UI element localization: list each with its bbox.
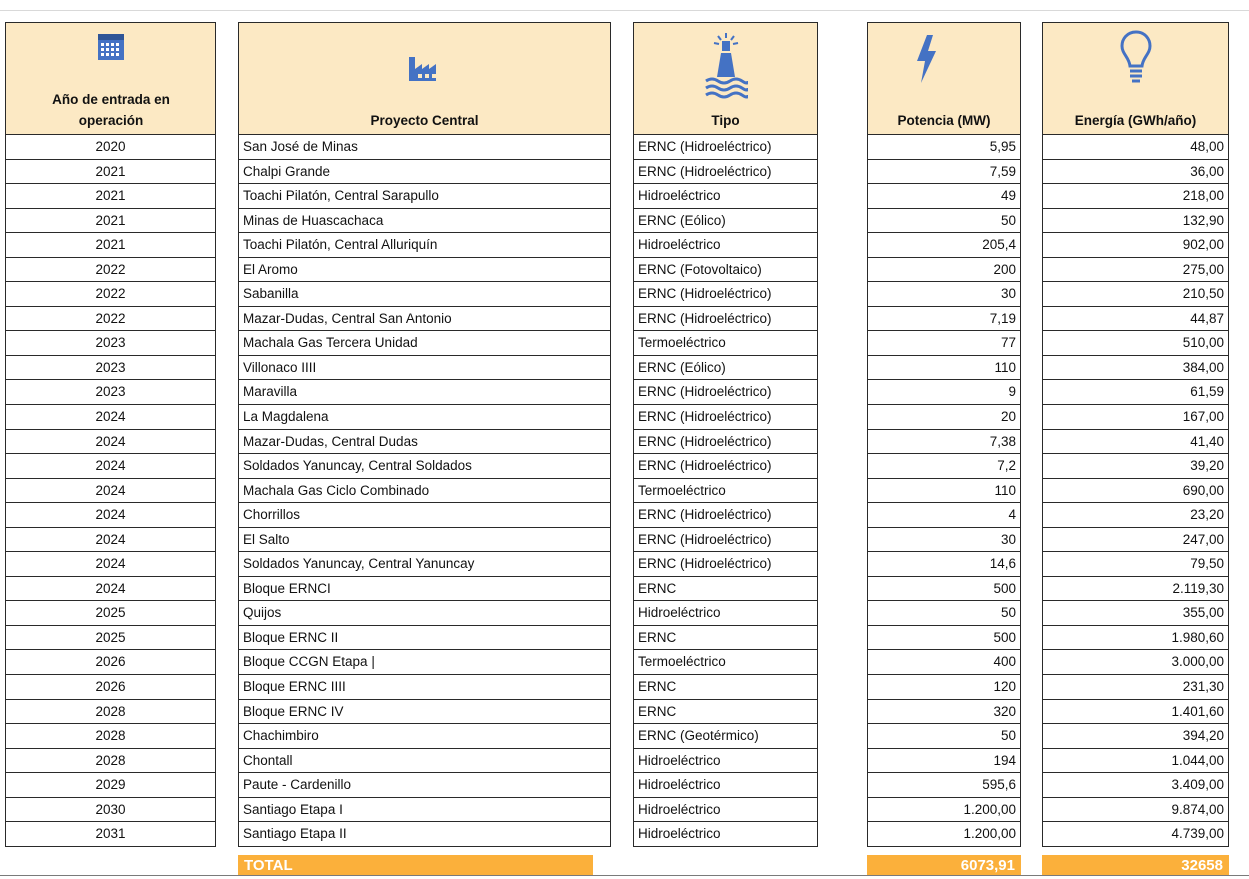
year-header-label: Año de entrada en operación (52, 92, 170, 128)
energia-cell: 210,50 (1043, 281, 1228, 306)
energia-header-label: Energía (GWh/año) (1074, 113, 1197, 128)
year-cell: 2029 (6, 772, 215, 797)
year-cell: 2031 (6, 821, 215, 846)
project-cells (238, 134, 611, 847)
year-cell: 2026 (6, 674, 215, 699)
potencia-cell: 49 (868, 183, 1020, 208)
energia-cell: 231,30 (1043, 674, 1228, 699)
potencia-cell: 50 (868, 208, 1020, 233)
year-cell: 2022 (6, 306, 215, 331)
tipo-cell: ERNC (Hidroeléctrico) (634, 453, 817, 478)
project-cell: Machala Gas Ciclo Combinado (239, 478, 610, 503)
tipo-cell: Termoeléctrico (634, 330, 817, 355)
year-cell: 2024 (6, 429, 215, 454)
year-cell: 2025 (6, 600, 215, 625)
year-column (5, 22, 216, 847)
potencia-cells (867, 134, 1021, 847)
project-cell: Bloque CCGN Etapa | (239, 649, 610, 674)
year-cell: 2026 (6, 649, 215, 674)
tipo-cell: Hidroeléctrico (634, 600, 817, 625)
total-label-bar (238, 855, 593, 876)
potencia-cell: 194 (868, 748, 1020, 773)
tipo-cell: ERNC (Hidroeléctrico) (634, 429, 817, 454)
potencia-cell: 400 (868, 649, 1020, 674)
tipo-column (633, 22, 818, 847)
potencia-cell: 1.200,00 (868, 797, 1020, 822)
project-cell: Villonaco IIII (239, 355, 610, 380)
energia-cell: 275,00 (1043, 257, 1228, 282)
project-cell: Toachi Pilatón, Central Sarapullo (239, 183, 610, 208)
potencia-cell: 120 (868, 674, 1020, 699)
year-cell: 2024 (6, 551, 215, 576)
project-cell: Bloque ERNCI (239, 576, 610, 601)
year-cell: 2030 (6, 797, 215, 822)
energia-cell: 3.409,00 (1043, 772, 1228, 797)
project-cell: Chontall (239, 748, 610, 773)
year-cell: 2020 (6, 134, 215, 159)
total-potencia-bar (867, 855, 1021, 876)
tipo-cell: ERNC (Hidroeléctrico) (634, 551, 817, 576)
year-cell: 2028 (6, 748, 215, 773)
project-header (238, 22, 611, 134)
year-cell: 2024 (6, 502, 215, 527)
sheet-top-rule (0, 0, 1249, 11)
project-cell: Chalpi Grande (239, 159, 610, 184)
potencia-cell: 50 (868, 600, 1020, 625)
potencia-cell: 7,2 (868, 453, 1020, 478)
energia-cell: 394,20 (1043, 723, 1228, 748)
tipo-header (633, 22, 818, 134)
energia-cell: 902,00 (1043, 232, 1228, 257)
tipo-cell: ERNC (634, 674, 817, 699)
tipo-header-label: Tipo (711, 113, 740, 128)
potencia-header (867, 22, 1021, 134)
tipo-cell: ERNC (Eólico) (634, 208, 817, 233)
potencia-cell: 30 (868, 281, 1020, 306)
tipo-cell: ERNC (Geotérmico) (634, 723, 817, 748)
potencia-cell: 50 (868, 723, 1020, 748)
project-cell: Mazar-Dudas, Central San Antonio (239, 306, 610, 331)
tipo-cell: ERNC (634, 625, 817, 650)
lightning-bolt-icon (913, 33, 939, 85)
potencia-cell: 595,6 (868, 772, 1020, 797)
year-cell: 2025 (6, 625, 215, 650)
year-cell: 2024 (6, 527, 215, 552)
potencia-cell: 5,95 (868, 134, 1020, 159)
energia-cell: 218,00 (1043, 183, 1228, 208)
potencia-cell: 110 (868, 478, 1020, 503)
energia-cell: 690,00 (1043, 478, 1228, 503)
potencia-cell: 200 (868, 257, 1020, 282)
potencia-cell: 4 (868, 502, 1020, 527)
project-cell: El Salto (239, 527, 610, 552)
year-cell: 2024 (6, 453, 215, 478)
potencia-cell: 20 (868, 404, 1020, 429)
energia-cell: 4.739,00 (1043, 821, 1228, 846)
project-cell: Soldados Yanuncay, Central Soldados (239, 453, 610, 478)
tipo-cell: ERNC (Hidroeléctrico) (634, 527, 817, 552)
project-column (238, 22, 611, 847)
energia-cell: 61,59 (1043, 379, 1228, 404)
project-cell: Soldados Yanuncay, Central Yanuncay (239, 551, 610, 576)
potencia-cell: 110 (868, 355, 1020, 380)
tipo-cell: Hidroeléctrico (634, 821, 817, 846)
energia-cell: 3.000,00 (1043, 649, 1228, 674)
energia-cell: 41,40 (1043, 429, 1228, 454)
tipo-cell: Termoeléctrico (634, 478, 817, 503)
energia-cell: 384,00 (1043, 355, 1228, 380)
energia-cell: 44,87 (1043, 306, 1228, 331)
tipo-cell: ERNC (Hidroeléctrico) (634, 502, 817, 527)
project-cell: Maravilla (239, 379, 610, 404)
year-cell: 2024 (6, 404, 215, 429)
total-potencia: 6073,91 (960, 857, 1015, 874)
year-cell: 2021 (6, 208, 215, 233)
project-cell: Paute - Cardenillo (239, 772, 610, 797)
potencia-cell: 7,19 (868, 306, 1020, 331)
energia-cell: 1.980,60 (1043, 625, 1228, 650)
sheet-bottom-rule (0, 875, 1249, 876)
project-cell: San José de Minas (239, 134, 610, 159)
tipo-cell: ERNC (Hidroeléctrico) (634, 159, 817, 184)
tipo-cells (633, 134, 818, 847)
tipo-cell: ERNC (Hidroeléctrico) (634, 404, 817, 429)
tipo-cell: Hidroeléctrico (634, 183, 817, 208)
project-cell: Chorrillos (239, 502, 610, 527)
project-cell: El Aromo (239, 257, 610, 282)
total-energia: 32658 (1181, 857, 1223, 874)
year-cell: 2028 (6, 699, 215, 724)
potencia-cell: 1.200,00 (868, 821, 1020, 846)
potencia-cell: 77 (868, 330, 1020, 355)
tipo-cell: ERNC (634, 699, 817, 724)
energia-cell: 39,20 (1043, 453, 1228, 478)
project-header-label: Proyecto Central (370, 113, 479, 128)
year-cell: 2023 (6, 355, 215, 380)
potencia-cell: 14,6 (868, 551, 1020, 576)
energia-cell: 510,00 (1043, 330, 1228, 355)
year-cell: 2022 (6, 281, 215, 306)
tipo-cell: Hidroeléctrico (634, 772, 817, 797)
potencia-cell: 205,4 (868, 232, 1020, 257)
energia-cell: 36,00 (1043, 159, 1228, 184)
energia-column (1042, 22, 1229, 847)
project-cell: Bloque ERNC II (239, 625, 610, 650)
year-cell: 2021 (6, 159, 215, 184)
tipo-cell: ERNC (634, 576, 817, 601)
year-cell: 2023 (6, 379, 215, 404)
tipo-cell: ERNC (Hidroeléctrico) (634, 134, 817, 159)
year-cell: 2024 (6, 478, 215, 503)
calendar-icon (96, 32, 126, 62)
project-cell: La Magdalena (239, 404, 610, 429)
factory-icon (407, 53, 443, 83)
project-cell: Chachimbiro (239, 723, 610, 748)
energia-cells (1042, 134, 1229, 847)
potencia-cell: 9 (868, 379, 1020, 404)
energia-cell: 9.874,00 (1043, 797, 1228, 822)
project-cell: Santiago Etapa II (239, 821, 610, 846)
energia-cell: 247,00 (1043, 527, 1228, 552)
energia-cell: 2.119,30 (1043, 576, 1228, 601)
potencia-header-label: Potencia (MW) (897, 113, 991, 128)
energia-cell: 1.044,00 (1043, 748, 1228, 773)
tipo-cell: ERNC (Eólico) (634, 355, 817, 380)
lighthouse-waves-icon (704, 31, 748, 103)
year-cell: 2024 (6, 576, 215, 601)
project-cell: Bloque ERNC IV (239, 699, 610, 724)
energia-cell: 167,00 (1043, 404, 1228, 429)
energia-cell: 132,90 (1043, 208, 1228, 233)
year-header (5, 22, 216, 134)
potencia-cell: 7,38 (868, 429, 1020, 454)
energia-header (1042, 22, 1229, 134)
year-cell: 2028 (6, 723, 215, 748)
tipo-cell: ERNC (Hidroeléctrico) (634, 306, 817, 331)
light-bulb-icon (1119, 29, 1153, 87)
project-cell: Quijos (239, 600, 610, 625)
project-cell: Toachi Pilatón, Central Alluriquín (239, 232, 610, 257)
project-cell: Santiago Etapa I (239, 797, 610, 822)
energia-cell: 79,50 (1043, 551, 1228, 576)
tipo-cell: ERNC (Hidroeléctrico) (634, 379, 817, 404)
potencia-cell: 500 (868, 625, 1020, 650)
year-cell: 2023 (6, 330, 215, 355)
year-cell: 2022 (6, 257, 215, 282)
potencia-cell: 500 (868, 576, 1020, 601)
tipo-cell: Hidroeléctrico (634, 748, 817, 773)
tipo-cell: Termoeléctrico (634, 649, 817, 674)
project-cell: Sabanilla (239, 281, 610, 306)
energia-cell: 23,20 (1043, 502, 1228, 527)
project-cell: Minas de Huascachaca (239, 208, 610, 233)
project-cell: Machala Gas Tercera Unidad (239, 330, 610, 355)
total-label: TOTAL (244, 857, 293, 874)
energia-cell: 48,00 (1043, 134, 1228, 159)
project-cell: Bloque ERNC IIII (239, 674, 610, 699)
potencia-cell: 30 (868, 527, 1020, 552)
energia-cell: 1.401,60 (1043, 699, 1228, 724)
year-cell: 2021 (6, 232, 215, 257)
total-energia-bar (1042, 855, 1229, 876)
energia-cell: 355,00 (1043, 600, 1228, 625)
tipo-cell: ERNC (Hidroeléctrico) (634, 281, 817, 306)
year-cell: 2021 (6, 183, 215, 208)
tipo-cell: ERNC (Fotovoltaico) (634, 257, 817, 282)
potencia-cell: 7,59 (868, 159, 1020, 184)
project-cell: Mazar-Dudas, Central Dudas (239, 429, 610, 454)
potencia-column (867, 22, 1021, 847)
year-cells (5, 134, 216, 847)
tipo-cell: Hidroeléctrico (634, 797, 817, 822)
tipo-cell: Hidroeléctrico (634, 232, 817, 257)
potencia-cell: 320 (868, 699, 1020, 724)
